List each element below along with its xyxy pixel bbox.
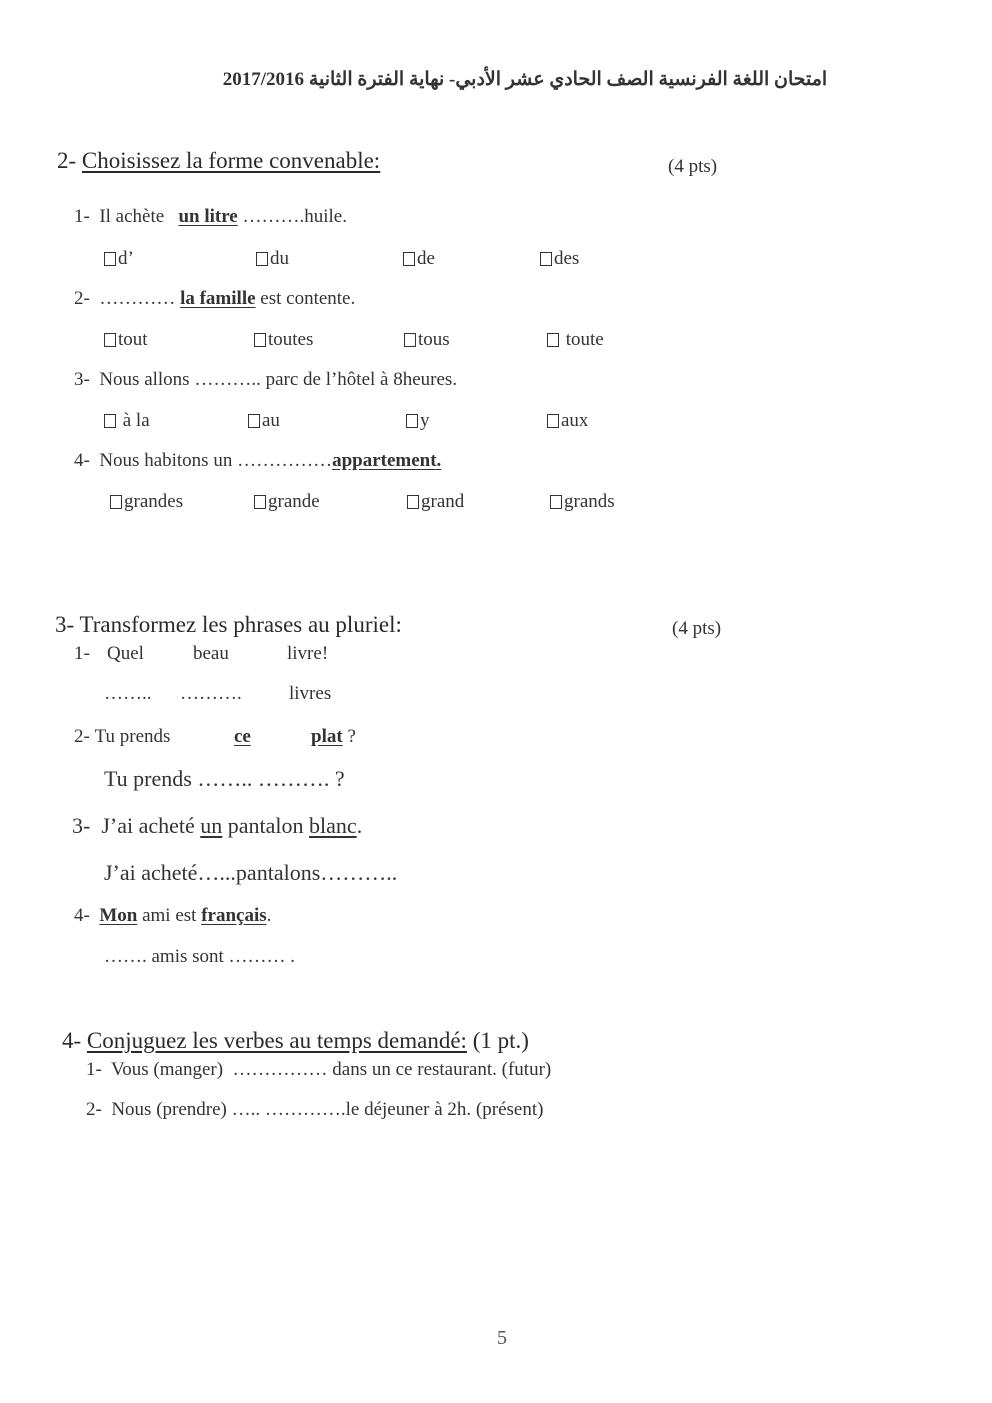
section-4-title (62, 1028, 529, 1054)
checkbox-icon[interactable] (407, 495, 419, 509)
option-label: grand (421, 491, 465, 512)
s2-q2-post: est contente. (260, 288, 356, 309)
s3-q2-answer[interactable]: Tu prends …….. ………. ? (104, 766, 345, 791)
s2-question-4 (74, 450, 441, 472)
option-label: d’ (118, 248, 134, 269)
option-label: des (554, 248, 580, 269)
s3-q1-number: 1- (74, 643, 90, 664)
checkbox-icon[interactable] (104, 333, 116, 347)
section-2-heading: Choisissez la forme convenable: (81, 148, 381, 173)
s2-q1-pre: Il achète (99, 206, 165, 227)
s4-question-2 (86, 1099, 543, 1121)
s2-q1-number: 1- (74, 206, 90, 227)
s2-q2-number: 2- (74, 288, 90, 309)
s3-q2-number: 2- (74, 726, 90, 747)
s2-q2-option-1[interactable] (104, 329, 148, 351)
s3-q2-underlined-1: ce (234, 726, 251, 747)
s3-q1-word-1: Quel (107, 643, 144, 664)
s2-question-2 (74, 288, 355, 310)
s3-q1-answer-1[interactable]: …….. (104, 683, 152, 704)
s2-q4-option-4[interactable] (550, 491, 615, 513)
s2-q1-post: ……….huile. (242, 206, 347, 227)
s3-q1-answer-2[interactable]: ………. (180, 683, 242, 704)
s3-q3-post: . (356, 813, 363, 838)
s2-q1-option-3[interactable] (403, 248, 435, 270)
s2-q2-option-2[interactable] (254, 329, 313, 351)
s4-q2-number: 2- (86, 1099, 102, 1120)
checkbox-icon[interactable] (104, 252, 116, 266)
s2-q3-number: 3- (74, 369, 90, 390)
option-label: toute (565, 329, 604, 350)
s2-question-3 (74, 369, 457, 391)
s2-q3-option-3[interactable] (406, 410, 430, 432)
section-3-number: 3- (55, 612, 75, 637)
s3-question-4 (74, 905, 271, 927)
s4-q2-rest[interactable]: ….. ………….le déjeuner à 2h. (présent) (231, 1099, 544, 1120)
option-label: grande (268, 491, 320, 512)
section-2-number: 2- (57, 148, 77, 173)
s3-q1-answer-3: livres (289, 683, 332, 704)
s2-q4-pre: Nous habitons un …………… (99, 450, 333, 471)
s4-question-1 (86, 1059, 551, 1081)
s4-q1-verb: Vous (manger) (111, 1059, 224, 1080)
option-label: à la (122, 410, 150, 431)
option-label: du (270, 248, 289, 269)
s3-question-2 (74, 726, 170, 748)
s3-q3-number: 3- (72, 813, 91, 838)
s2-q3-option-1[interactable] (104, 410, 150, 432)
s3-question-3 (72, 813, 362, 839)
option-label: de (417, 248, 435, 269)
option-label: grands (564, 491, 615, 512)
s3-q2-tail (311, 726, 356, 748)
checkbox-icon[interactable] (406, 414, 418, 428)
s2-q2-option-3[interactable] (404, 329, 450, 351)
s3-q4-underlined-2: français (201, 905, 267, 926)
s4-q1-rest[interactable]: …………… dans un ce restaurant. (futur) (232, 1059, 552, 1080)
s2-question-1 (74, 206, 347, 228)
s3-q1-word-3: livre! (287, 643, 329, 664)
option-label: aux (561, 410, 589, 431)
option-label: tout (118, 329, 148, 350)
checkbox-icon[interactable] (550, 495, 562, 509)
s3-q2-underlined-2: plat (311, 726, 343, 747)
checkbox-icon[interactable] (403, 252, 415, 266)
section-4-number: 4- (62, 1028, 82, 1053)
s2-q1-option-4[interactable] (540, 248, 579, 270)
section-2-title (57, 148, 380, 174)
checkbox-icon[interactable] (104, 414, 116, 428)
checkbox-icon[interactable] (547, 414, 559, 428)
s3-q3-pre: J’ai acheté (101, 813, 195, 838)
s2-q4-number: 4- (74, 450, 90, 471)
checkbox-icon[interactable] (404, 333, 416, 347)
section-3-points: (4 pts) (672, 618, 722, 639)
checkbox-icon[interactable] (547, 333, 559, 347)
s2-q4-option-3[interactable] (407, 491, 464, 513)
section-2-points: (4 pts) (668, 156, 718, 177)
s3-q3-answer[interactable]: J’ai acheté…...pantalons……….. (104, 860, 398, 885)
s2-q2-underlined: la famille (180, 288, 256, 309)
s3-q4-underlined-1: Mon (99, 905, 138, 926)
s2-q4-option-1[interactable] (110, 491, 183, 513)
s3-q4-post: . (266, 905, 272, 926)
s2-q2-option-4[interactable] (547, 329, 604, 351)
checkbox-icon[interactable] (254, 333, 266, 347)
s3-q1-word-2: beau (193, 643, 229, 664)
option-label: grandes (124, 491, 184, 512)
s3-q4-answer[interactable]: ……. amis sont ……… . (104, 946, 296, 967)
s4-q1-number: 1- (86, 1059, 102, 1080)
s3-q4-mid: ami est (142, 905, 197, 926)
section-3-heading: Transformez les phrases au pluriel: (79, 612, 402, 637)
s3-q4-number: 4- (74, 905, 90, 926)
s2-q1-underlined: un litre (178, 206, 238, 227)
s3-question-1 (74, 643, 90, 665)
checkbox-icon[interactable] (254, 495, 266, 509)
section-4-points: (1 pt.) (472, 1028, 529, 1053)
section-4-heading: Conjuguez les verbes au temps demandé: (86, 1028, 467, 1053)
section-3-title (55, 612, 402, 638)
option-label: tous (418, 329, 450, 350)
s2-q3-text: Nous allons ……….. parc de l’hôtel à 8heures. (99, 369, 458, 390)
s2-q4-underlined: appartement. (332, 450, 442, 471)
s3-q3-mid: pantalon (227, 813, 304, 838)
s2-q3-option-2[interactable] (248, 410, 280, 432)
s2-q1-option-2[interactable] (256, 248, 289, 270)
s3-q3-underlined-1: un (200, 813, 223, 838)
option-label: au (262, 410, 280, 431)
s2-q3-option-4[interactable] (547, 410, 588, 432)
s3-q3-underlined-2: blanc (309, 813, 357, 838)
option-label: y (420, 410, 430, 431)
option-label: toutes (268, 329, 314, 350)
s2-q1-option-1[interactable] (104, 248, 134, 270)
s3-q2-pre: Tu prends (94, 726, 171, 747)
s3-q2-post: ? (347, 726, 356, 747)
checkbox-icon[interactable] (540, 252, 552, 266)
checkbox-icon[interactable] (256, 252, 268, 266)
checkbox-icon[interactable] (248, 414, 260, 428)
page-number: 5 (497, 1327, 507, 1349)
s4-q2-verb: Nous (prendre) (111, 1099, 227, 1120)
s2-q2-pre: ………… (99, 288, 176, 309)
s2-q4-option-2[interactable] (254, 491, 320, 513)
checkbox-icon[interactable] (110, 495, 122, 509)
exam-header: امتحان اللغة الفرنسية الصف الحادي عشر الأدبي- نهاية الفترة الثانية 2017/2016 (222, 69, 828, 90)
